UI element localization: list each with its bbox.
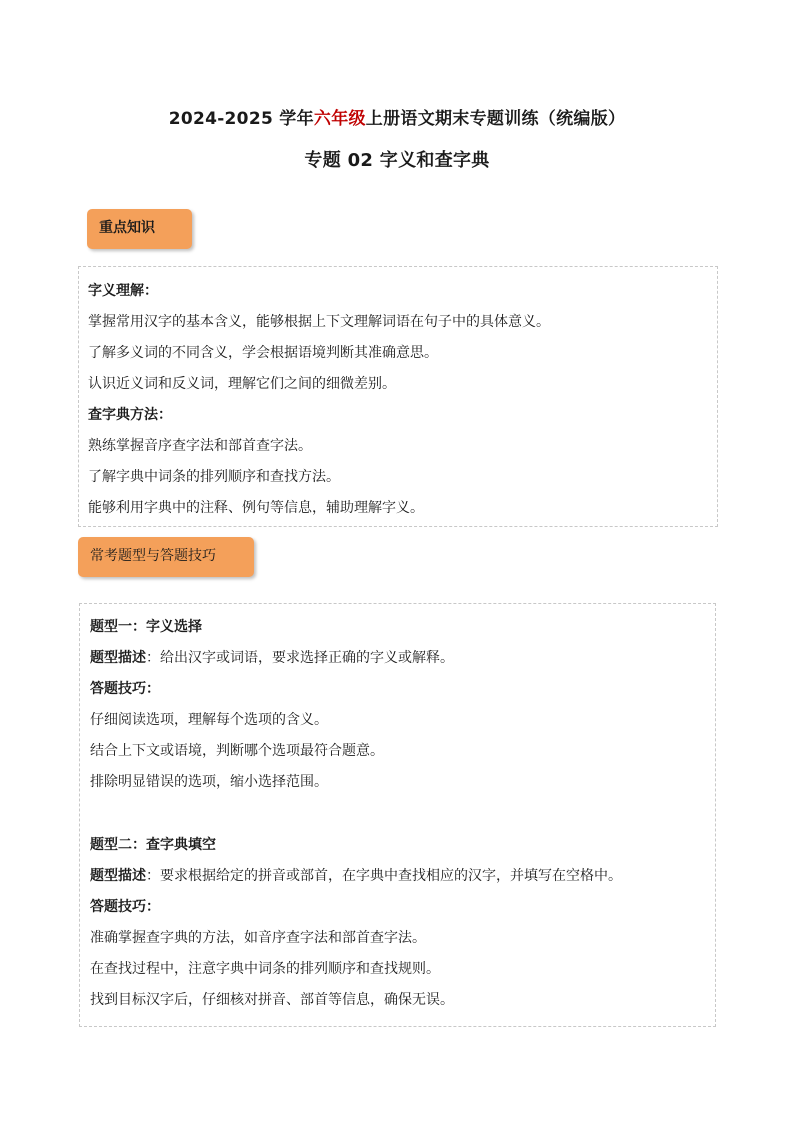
type1-tip: 排除明显错误的选项，缩小选择范围。 (90, 774, 328, 790)
question-types-badge: 常考题型与答题技巧 (78, 537, 254, 577)
type1-description (90, 647, 454, 667)
type2-tip: 在查找过程中，注意字典中词条的排列顺序和查找规则。 (90, 961, 440, 977)
knowledge-item: 掌握常用汉字的基本含义，能够根据上下文理解词语在句子中的具体意义。 (88, 314, 550, 330)
type1-heading: 题型一：字义选择 (90, 619, 202, 635)
type1-desc-text: ：给出汉字或词语，要求选择正确的字义或解释。 (146, 650, 454, 666)
knowledge-item: 认识近义词和反义词，理解它们之间的细微差别。 (88, 376, 396, 392)
type1-tips-label: 答题技巧： (90, 681, 160, 697)
key-knowledge-box (78, 266, 718, 527)
knowledge-item: 熟练掌握音序查字法和部首查字法。 (88, 438, 312, 454)
knowledge-item: 了解字典中词条的排列顺序和查找方法。 (88, 469, 340, 485)
title-part1: 2024-2025 学年 (168, 109, 314, 129)
key-knowledge-badge: 重点知识 (87, 209, 192, 249)
knowledge-heading-dictionary: 查字典方法： (88, 407, 172, 423)
type1-tip: 仔细阅读选项，理解每个选项的含义。 (90, 712, 328, 728)
document-subtitle: 专题 02 字义和查字典 (304, 150, 490, 171)
knowledge-item: 了解多义词的不同含义，学会根据语境判断其准确意思。 (88, 345, 438, 361)
type2-description (90, 865, 622, 885)
type2-desc-label: 题型描述 (90, 868, 146, 884)
type2-tips-label: 答题技巧： (90, 899, 160, 915)
knowledge-heading-meaning: 字义理解： (88, 283, 158, 299)
type2-tip: 找到目标汉字后，仔细核对拼音、部首等信息，确保无误。 (90, 992, 454, 1008)
type2-heading: 题型二：查字典填空 (90, 837, 216, 853)
title-part2: 上册语文期末专题训练（统编版） (365, 109, 626, 129)
type2-desc-text: ：要求根据给定的拼音或部首，在字典中查找相应的汉字，并填写在空格中。 (146, 868, 622, 884)
knowledge-item: 能够利用字典中的注释、例句等信息，辅助理解字义。 (88, 500, 424, 516)
type1-tip: 结合上下文或语境，判断哪个选项最符合题意。 (90, 743, 384, 759)
document-title (0, 104, 794, 129)
type2-tip: 准确掌握查字典的方法，如音序查字法和部首查字法。 (90, 930, 426, 946)
type1-desc-label: 题型描述 (90, 650, 146, 666)
title-grade-highlight: 六年级 (313, 109, 366, 129)
